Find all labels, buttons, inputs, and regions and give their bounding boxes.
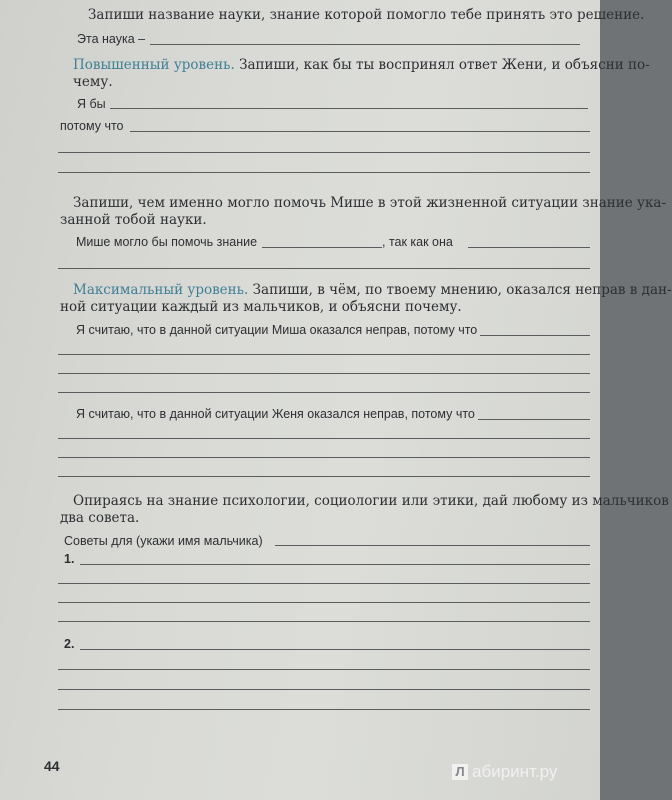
since-label: , так как она (382, 235, 453, 249)
max-task (73, 282, 672, 299)
max-level-label: Максимальный уровень. (73, 282, 249, 298)
watermark (452, 762, 557, 782)
answer-line[interactable] (130, 131, 590, 132)
answer-line[interactable] (58, 152, 590, 153)
answer-line[interactable] (275, 545, 590, 546)
max-text: Запиши, в чём, по твоему мнению, оказался неправ в дан- (252, 282, 672, 298)
answer-line[interactable] (58, 709, 590, 710)
answer-line[interactable] (480, 335, 590, 336)
item-number: 1. (64, 552, 75, 566)
elevated-text: Запиши, как бы ты воспринял ответ Жени, и объясни по- (239, 57, 650, 73)
task-text: Запиши название науки, знание которой помогло тебе принять это решение. (88, 7, 645, 23)
answer-line[interactable] (80, 649, 590, 650)
i-would-label: Я бы (77, 97, 106, 111)
item-number: 2. (64, 637, 75, 651)
zhenya-wrong-label: Я считаю, что в данной ситуации Женя оказался неправ, потому что (76, 407, 475, 421)
answer-line[interactable] (58, 669, 590, 670)
elevated-task (73, 57, 650, 74)
misha-help-label: Мише могло бы помочь знание (76, 235, 258, 249)
advice-for-label: Советы для (укажи имя мальчика) (64, 534, 263, 548)
misha-wrong-label: Я считаю, что в данной ситуации Миша оказался неправ, потому что (76, 323, 478, 337)
task-text-cont: занной тобой науки. (60, 212, 207, 228)
page-number: 44 (44, 758, 60, 774)
elevated-text-cont: чему. (73, 74, 113, 90)
answer-line[interactable] (58, 172, 590, 173)
elevated-level-label: Повышенный уровень. (73, 57, 235, 73)
labirint-logo-icon: Л (452, 764, 468, 780)
task-text: Запиши, чем именно могло помочь Мише в этой жизненной ситуации знание ука- (73, 195, 667, 211)
answer-line[interactable] (58, 476, 590, 477)
task-text-cont: два совета. (60, 510, 140, 526)
answer-line[interactable] (80, 564, 590, 565)
answer-line[interactable] (58, 438, 590, 439)
answer-line[interactable] (58, 373, 590, 374)
answer-line[interactable] (478, 419, 590, 420)
answer-line[interactable] (58, 689, 590, 690)
answer-line[interactable] (58, 583, 590, 584)
answer-line[interactable] (58, 354, 590, 355)
answer-line[interactable] (262, 247, 382, 248)
answer-line[interactable] (58, 392, 590, 393)
science-label: Эта наука – (77, 32, 146, 46)
watermark-text: абиринт.ру (472, 762, 558, 781)
answer-line[interactable] (58, 457, 590, 458)
max-text-cont: ной ситуации каждый из мальчиков, и объясни почему. (60, 299, 462, 315)
answer-line[interactable] (58, 621, 590, 622)
task-text: Опираясь на знание психологии, социологии или этики, дай любому из мальчиков (73, 493, 669, 509)
answer-line[interactable] (58, 268, 590, 269)
answer-line[interactable] (58, 602, 590, 603)
answer-line[interactable] (468, 247, 590, 248)
answer-line[interactable] (110, 108, 588, 109)
because-label: потому что (60, 119, 124, 133)
answer-line[interactable] (150, 44, 580, 45)
